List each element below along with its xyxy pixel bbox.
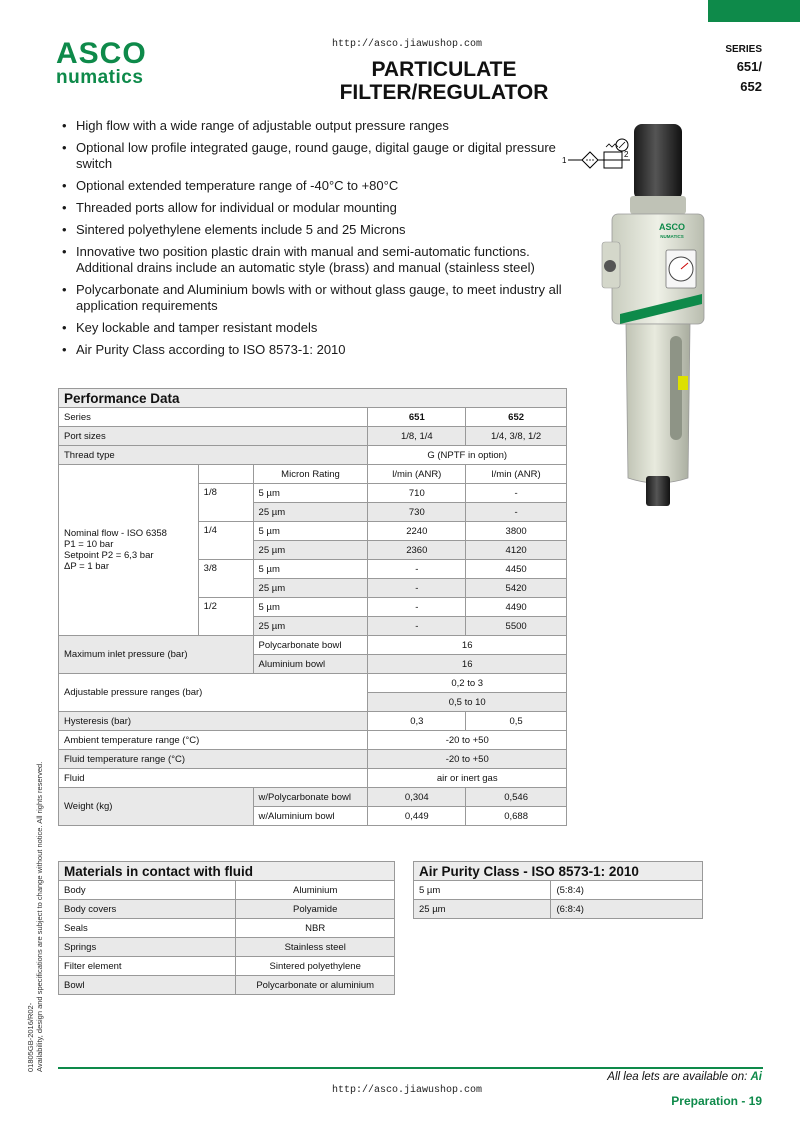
max-inlet-pc-value: 16: [368, 636, 567, 655]
material-part: Filter element: [59, 957, 236, 976]
series-652: 652: [466, 408, 567, 427]
logo-bottom: numatics: [56, 67, 144, 88]
material-value: Stainless steel: [236, 938, 395, 957]
flow-652: 4490: [466, 598, 567, 617]
flow-micron: 5 µm: [253, 484, 368, 503]
series-651: 651: [368, 408, 466, 427]
feature-item: • Air Purity Class according to ISO 8573-1: 2010: [62, 342, 572, 358]
purity-micron: 5 µm: [414, 881, 551, 900]
material-part: Bowl: [59, 976, 236, 995]
flow-micron: 25 µm: [253, 503, 368, 522]
flow-651: -: [368, 579, 466, 598]
header-url[interactable]: http://asco.jiawushop.com: [332, 39, 483, 50]
product-label-2: NUMATICS: [660, 234, 684, 239]
footer-divider: [58, 1067, 763, 1069]
materials-title: Materials in contact with fluid: [59, 862, 395, 881]
purity-micron: 25 µm: [414, 900, 551, 919]
weight-al-label: w/Aluminium bowl: [253, 807, 368, 826]
flow-651: 2360: [368, 541, 466, 560]
max-inlet-al-label: Aluminium bowl: [253, 655, 368, 674]
max-inlet-pc-label: Polycarbonate bowl: [253, 636, 368, 655]
flow-652: 5500: [466, 617, 567, 636]
footer-note-link[interactable]: Ai: [750, 1071, 762, 1083]
weight-pc-651: 0,304: [368, 788, 466, 807]
purity-title: Air Purity Class - ISO 8573-1: 2010: [414, 862, 703, 881]
flow-652: -: [466, 503, 567, 522]
feature-item: • Innovative two position plastic drain with manual and semi-automatic functions. Additional drains include an automatic style (brass) and manual (stainless steel): [62, 244, 572, 276]
purity-class: (6:8:4): [551, 900, 703, 919]
flow-652: 4450: [466, 560, 567, 579]
ports-651: 1/8, 1/4: [368, 427, 466, 446]
flow-port: 1/8: [198, 484, 253, 522]
page-title: [300, 58, 588, 104]
flow-description: [59, 465, 199, 636]
footer-url[interactable]: http://asco.jiawushop.com: [332, 1085, 483, 1096]
flow-micron: 5 µm: [253, 598, 368, 617]
hysteresis-652: 0,5: [466, 712, 567, 731]
max-inlet-al-value: 16: [368, 655, 567, 674]
fluid-label: Fluid: [59, 769, 368, 788]
flow-desc-2: P1 = 10 bar: [64, 539, 114, 550]
performance-table: [58, 388, 567, 826]
weight-pc-label: w/Polycarbonate bowl: [253, 788, 368, 807]
series-line-1: 651/: [736, 59, 762, 74]
feature-list: [62, 118, 572, 364]
feature-item: • High flow with a wide range of adjustable output pressure ranges: [62, 118, 572, 134]
weight-pc-652: 0,546: [466, 788, 567, 807]
material-part: Body covers: [59, 900, 236, 919]
series-row-label: Series: [59, 408, 368, 427]
thread-value: G (NPTF in option): [368, 446, 567, 465]
weight-al-651: 0,449: [368, 807, 466, 826]
hysteresis-label: Hysteresis (bar): [59, 712, 368, 731]
flow-port: 3/8: [198, 560, 253, 598]
flow-652: 3800: [466, 522, 567, 541]
flow-651: 710: [368, 484, 466, 503]
flow-desc-1: Nominal flow - ISO 6358: [64, 528, 167, 539]
side-note-code: 01805GB-2016/R02-: [26, 1002, 35, 1072]
symbol-port-2: 2: [624, 150, 629, 159]
material-value: NBR: [236, 919, 395, 938]
flow-port: 1/2: [198, 598, 253, 636]
feature-item: • Sintered polyethylene elements include 5 and 25 Microns: [62, 222, 572, 238]
materials-table: [58, 861, 395, 995]
adj-range-2: 0,5 to 10: [368, 693, 567, 712]
ambient-value: -20 to +50: [368, 731, 567, 750]
air-purity-table: [413, 861, 703, 919]
side-note-text: Availability, design and specifications are subject to change without notice. All rights reserved.: [35, 761, 44, 1072]
material-value: Aluminium: [236, 881, 395, 900]
flow-desc-3: Setpoint P2 = 6,3 bar: [64, 550, 154, 561]
flow-651: -: [368, 617, 466, 636]
page-number: Preparation - 19: [671, 1094, 762, 1108]
flow-micron: 5 µm: [253, 560, 368, 579]
purity-class: (5:8:4): [551, 881, 703, 900]
ambient-label: Ambient temperature range (°C): [59, 731, 368, 750]
flow-unit-651: l/min (ANR): [368, 465, 466, 484]
ports-652: 1/4, 3/8, 1/2: [466, 427, 567, 446]
product-label-1: ASCO: [658, 222, 686, 232]
brand-logo: [56, 37, 160, 88]
material-value: Polyamide: [236, 900, 395, 919]
filter-regulator-image: [598, 118, 710, 508]
thread-label: Thread type: [59, 446, 368, 465]
adj-range-label: Adjustable pressure ranges (bar): [59, 674, 368, 712]
flow-port: 1/4: [198, 522, 253, 560]
flow-651: -: [368, 598, 466, 617]
flow-micron: 25 µm: [253, 541, 368, 560]
series-line-2: 652: [740, 79, 762, 94]
title-line-2: FILTER/REGULATOR: [339, 81, 549, 104]
flow-micron: 25 µm: [253, 579, 368, 598]
fluid-value: air or inert gas: [368, 769, 567, 788]
max-inlet-label: Maximum inlet pressure (bar): [59, 636, 254, 674]
logo-top: ASCO: [56, 37, 147, 70]
fluid-temp-value: -20 to +50: [368, 750, 567, 769]
ports-label: Port sizes: [59, 427, 368, 446]
hysteresis-651: 0,3: [368, 712, 466, 731]
flow-651: 2240: [368, 522, 466, 541]
material-part: Body: [59, 881, 236, 900]
flow-micron: 25 µm: [253, 617, 368, 636]
footer-note-text: All lea lets are available on:: [607, 1071, 748, 1083]
side-disclaimer: [26, 762, 44, 1072]
weight-label: Weight (kg): [59, 788, 254, 826]
feature-item: • Polycarbonate and Aluminium bowls with or without glass gauge, to meet industry all application requirements: [62, 282, 572, 314]
flow-652: 4120: [466, 541, 567, 560]
flow-652: -: [466, 484, 567, 503]
flow-unit-652: l/min (ANR): [466, 465, 567, 484]
material-value: Sintered polyethylene: [236, 957, 395, 976]
series-box: [725, 44, 762, 95]
adj-range-1: 0,2 to 3: [368, 674, 567, 693]
material-value: Polycarbonate or aluminium: [236, 976, 395, 995]
feature-item: • Threaded ports allow for individual or modular mounting: [62, 200, 572, 216]
material-part: Springs: [59, 938, 236, 957]
feature-item: • Key lockable and tamper resistant models: [62, 320, 572, 336]
feature-item: • Optional extended temperature range of -40°C to +80°C: [62, 178, 572, 194]
flow-651: 730: [368, 503, 466, 522]
performance-title: Performance Data: [59, 389, 567, 408]
flow-651: -: [368, 560, 466, 579]
weight-al-652: 0,688: [466, 807, 567, 826]
material-part: Seals: [59, 919, 236, 938]
series-label: SERIES: [725, 44, 762, 55]
footer-note: [607, 1071, 762, 1083]
flow-652: 5420: [466, 579, 567, 598]
symbol-port-1: 1: [562, 156, 567, 165]
micron-header: Micron Rating: [253, 465, 368, 484]
flow-micron: 5 µm: [253, 522, 368, 541]
flow-desc-4: ΔP = 1 bar: [64, 561, 109, 572]
corner-tab: [708, 0, 800, 22]
title-line-1: PARTICULATE: [371, 58, 517, 81]
feature-item: • Optional low profile integrated gauge, round gauge, digital gauge or digital pressure switch: [62, 140, 572, 172]
fluid-temp-label: Fluid temperature range (°C): [59, 750, 368, 769]
